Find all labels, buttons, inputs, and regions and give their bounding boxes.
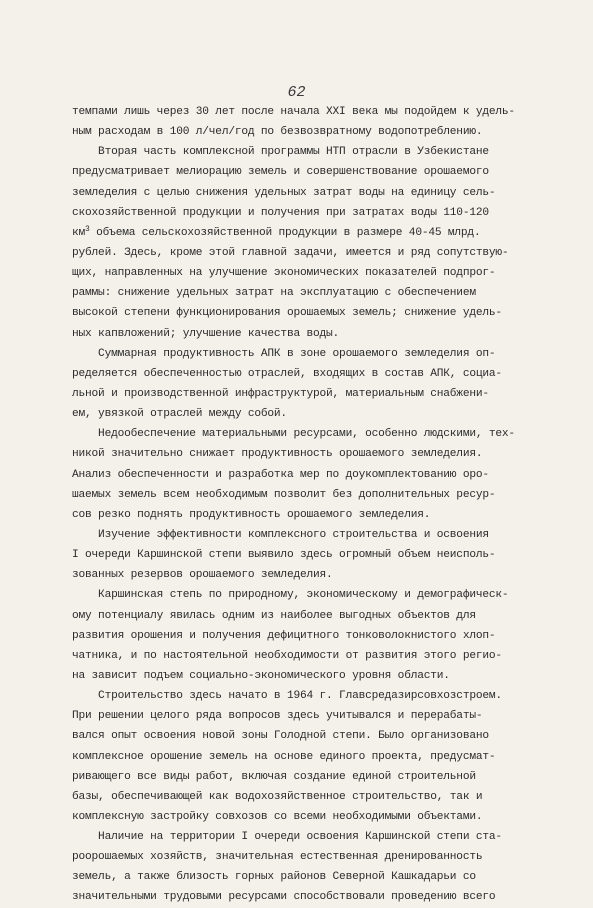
text-line: I очереди Каршинской степи выявило здесь огромный объем неисполь- [72,549,496,562]
text-line: Вторая часть комплексной программы НТП отрасли в Узбекистане [72,146,489,159]
text-line: ривающего все виды работ, включая создание единой строительной [72,770,476,783]
text-line: ределяется обеспеченностью отраслей, входящих в состав АПК, социа- [72,367,502,380]
page-number: 62 [287,84,306,101]
text-line: Каршинская степь по природному, экономическому и демографическ- [72,589,509,602]
text-line: Суммарная продуктивность АПК в зоне орошаемого земледелия оп- [72,347,496,360]
text-line: земель, а также близость горных районов Северной Кашкадарьи со [72,871,476,884]
text-line: комплексное орошение земель на основе единого проекта, предусмат- [72,750,496,763]
text-line: никой значительно снижает продуктивность орошаемого земледелия. [72,448,483,461]
text-line: на зависит подъем социально-экономического уровня области. [72,669,450,682]
unit-superscript: 3 [85,224,90,234]
text-line: Анализ обеспеченности и разработка мер по доукомплектованию оро- [72,468,489,481]
text-line: развития орошения и получения дефицитного тонковолокнистого хлоп- [72,629,496,642]
body-text [72,102,552,908]
text-line: ным расходам в 100 л/чел/год по безвозвратному водопотреблению. [72,126,483,139]
text-line: зованных резервов орошаемого земледелия. [72,569,333,582]
text-line: значительными трудовыми ресурсами способствовали проведению всего [72,891,496,904]
volume-text: объема сельскохозяйственной продукции в размере 40-45 млрд. [89,226,481,239]
text-line: сов резко поднять продуктивность орошаемого земледелия. [72,508,431,521]
text-line: чатника, и по настоятельной необходимости от развития этого регио- [72,649,502,662]
text-line: щих, направленных на улучшение экономических показателей подпрог- [72,267,496,280]
text-line: роорошаемых хозяйств, значительная естественная дренированность [72,851,483,864]
text-line: Недообеспечение материальными ресурсами, особенно людскими, тех- [72,428,515,441]
text-line: предусматривает мелиорацию земель и совершенствование орошаемого [72,166,489,179]
text-line: темпами лишь через 30 лет после начала XXI века мы подойдем к удель- [72,106,515,118]
text-line: рублей. Здесь, кроме этой главной задачи, имеется и ряд сопутствую- [72,246,509,259]
text-line: земледелия с целью снижения удельных затрат воды на единицу сель- [72,186,496,199]
text-line: скохозяйственной продукции и получения при затратах воды 110-120 [72,206,489,219]
text-line: высокой степени функционирования орошаемых земель; снижение удель- [72,307,502,320]
text-line: ных капвложений; улучшение качества воды. [72,327,340,340]
text-line: ем, увязкой отраслей между собой. [72,408,287,421]
text-line: При решении целого ряда вопросов здесь учитывался и перерабаты- [72,710,483,723]
text-line: шаемых земель всем необходимым позволит без дополнительных ресур- [72,488,496,501]
unit-km: км [72,226,86,239]
text-line: Изучение эффективности комплексного строительства и освоения [72,528,489,541]
text-line: льной и производственной инфраструктурой, материальным снабжени- [72,387,489,400]
text-line: Наличие на территории I очереди освоения Каршинской степи ста- [72,831,502,844]
text-line: комплексную застройку совхозов со всеми необходимыми объектами. [72,810,483,823]
text-line-volume [72,223,552,243]
text-line: базы, обеспечивающей как водохозяйственное строительство, так и [72,790,483,803]
text-line: вался опыт освоения новой зоны Голодной степи. Было организовано [72,730,489,743]
text-line: раммы: снижение удельных затрат на эксплуатацию с обеспечением [72,287,476,300]
text-line: Строительство здесь начато в 1964 г. Главсредазирсовхозстроем. [72,690,502,703]
text-line: ому потенциалу явилась одним из наиболее выгодных объектов для [72,609,476,622]
